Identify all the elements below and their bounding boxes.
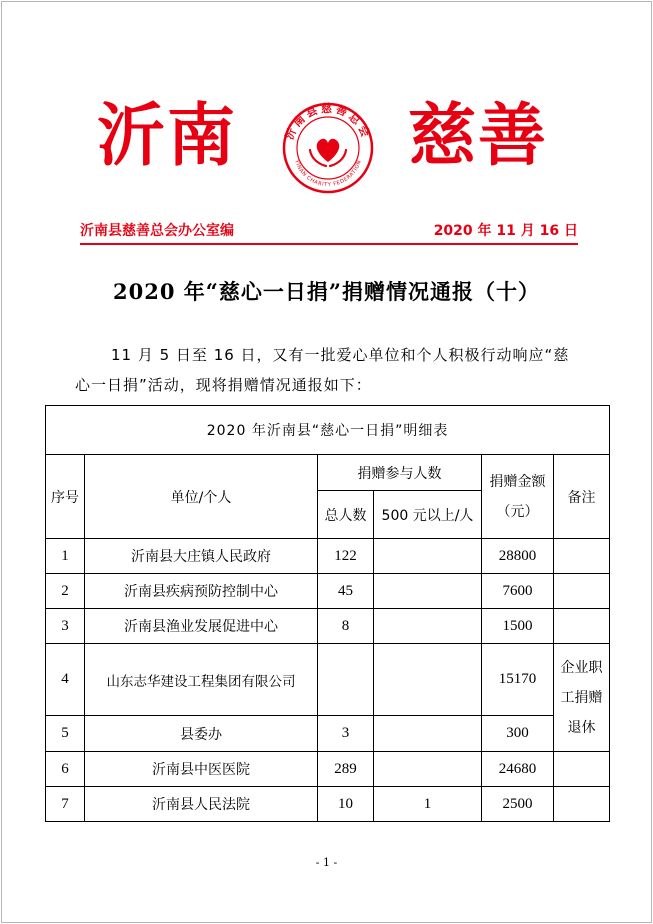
note-line-2: 工捐赠 bbox=[560, 689, 603, 706]
cell-note bbox=[554, 574, 610, 609]
masthead bbox=[0, 96, 653, 200]
cell-amount: 7600 bbox=[482, 574, 554, 609]
cell-unit: 沂南县疾病预防控制中心 bbox=[85, 574, 318, 609]
header-amount-line2: （元） bbox=[496, 503, 539, 520]
cell-over500: 1 bbox=[374, 787, 482, 822]
cell-over500 bbox=[374, 609, 482, 644]
header-note: 备注 bbox=[554, 455, 610, 539]
cell-unit: 沂南县中医医院 bbox=[85, 752, 318, 787]
cell-note bbox=[554, 539, 610, 574]
cell-note bbox=[554, 787, 610, 822]
cell-note bbox=[554, 609, 610, 644]
cell-note-merged bbox=[554, 644, 610, 752]
logo-text-cn: 沂南县慈善总会 bbox=[282, 102, 374, 142]
header-divider bbox=[80, 243, 578, 245]
cell-total: 3 bbox=[318, 716, 374, 752]
intro-line-2: 心一日捐”活动，现将捐赠情况通报如下： bbox=[75, 376, 372, 394]
cell-seq: 6 bbox=[46, 752, 85, 787]
table-row bbox=[46, 609, 610, 644]
cell-seq: 1 bbox=[46, 539, 85, 574]
cell-amount: 1500 bbox=[482, 609, 554, 644]
cell-unit: 县委办 bbox=[85, 716, 318, 752]
issue-date: 2020 年 11 月 16 日 bbox=[433, 223, 578, 239]
cell-total: 10 bbox=[318, 787, 374, 822]
table-row bbox=[46, 787, 610, 822]
cell-total: 8 bbox=[318, 609, 374, 644]
document-title: 2020 年“慈心一日捐”捐赠情况通报（十） bbox=[113, 279, 540, 304]
charity-logo-icon bbox=[280, 100, 376, 196]
cell-unit: 沂南县大庄镇人民政府 bbox=[85, 539, 318, 574]
table-caption: 2020 年沂南县“慈心一日捐”明细表 bbox=[46, 406, 610, 455]
table-row bbox=[46, 644, 610, 716]
header-unit: 单位/个人 bbox=[85, 455, 318, 539]
cell-unit: 沂南县人民法院 bbox=[85, 787, 318, 822]
cell-over500 bbox=[374, 752, 482, 787]
header-amount-line1: 捐赠金额 bbox=[489, 473, 546, 490]
editor-label: 沂南县慈善总会办公室编 bbox=[80, 223, 234, 239]
cell-amount: 2500 bbox=[482, 787, 554, 822]
svg-text:沂南县慈善总会 bbox=[282, 101, 374, 142]
intro-line-1: 11 月 5 日至 16 日，又有一批爱心单位和个人积极行动响应“慈 bbox=[111, 346, 570, 364]
header-seq: 序号 bbox=[46, 455, 85, 539]
cell-amount: 24680 bbox=[482, 752, 554, 787]
note-line-1: 企业职 bbox=[560, 659, 603, 676]
cell-seq: 5 bbox=[46, 716, 85, 752]
cell-amount: 15170 bbox=[482, 644, 554, 716]
cell-over500 bbox=[374, 574, 482, 609]
cell-total: 289 bbox=[318, 752, 374, 787]
cell-unit: 山东志华建设工程集团有限公司 bbox=[85, 644, 318, 716]
page-number: - 1 - bbox=[315, 856, 338, 869]
cell-note bbox=[554, 752, 610, 787]
cell-total: 122 bbox=[318, 539, 374, 574]
cell-total: 45 bbox=[318, 574, 374, 609]
cell-seq: 2 bbox=[46, 574, 85, 609]
masthead-left-title: 沂南 bbox=[97, 96, 238, 176]
cell-total bbox=[318, 644, 374, 716]
cell-over500 bbox=[374, 539, 482, 574]
table-row bbox=[46, 539, 610, 574]
cell-over500 bbox=[374, 644, 482, 716]
note-line-3: 退休 bbox=[567, 719, 596, 736]
cell-seq: 3 bbox=[46, 609, 85, 644]
donation-table bbox=[45, 405, 610, 822]
cell-seq: 4 bbox=[46, 644, 85, 716]
cell-over500 bbox=[374, 716, 482, 752]
header-participants: 捐赠参与人数 bbox=[318, 455, 482, 491]
header-row bbox=[80, 220, 578, 240]
logo-text-en: YINAN CHARITY FEDERATION bbox=[293, 159, 363, 189]
table-row bbox=[46, 752, 610, 787]
cell-seq: 7 bbox=[46, 787, 85, 822]
cell-amount: 300 bbox=[482, 716, 554, 752]
header-total: 总人数 bbox=[318, 491, 374, 539]
intro-paragraph bbox=[75, 340, 580, 400]
header-over500: 500 元以上/人 bbox=[374, 491, 482, 539]
table-row bbox=[46, 716, 610, 752]
masthead-right-title: 慈善 bbox=[408, 96, 549, 176]
cell-amount: 28800 bbox=[482, 539, 554, 574]
header-amount bbox=[482, 455, 554, 539]
table-row bbox=[46, 574, 610, 609]
cell-unit: 沂南县渔业发展促进中心 bbox=[85, 609, 318, 644]
